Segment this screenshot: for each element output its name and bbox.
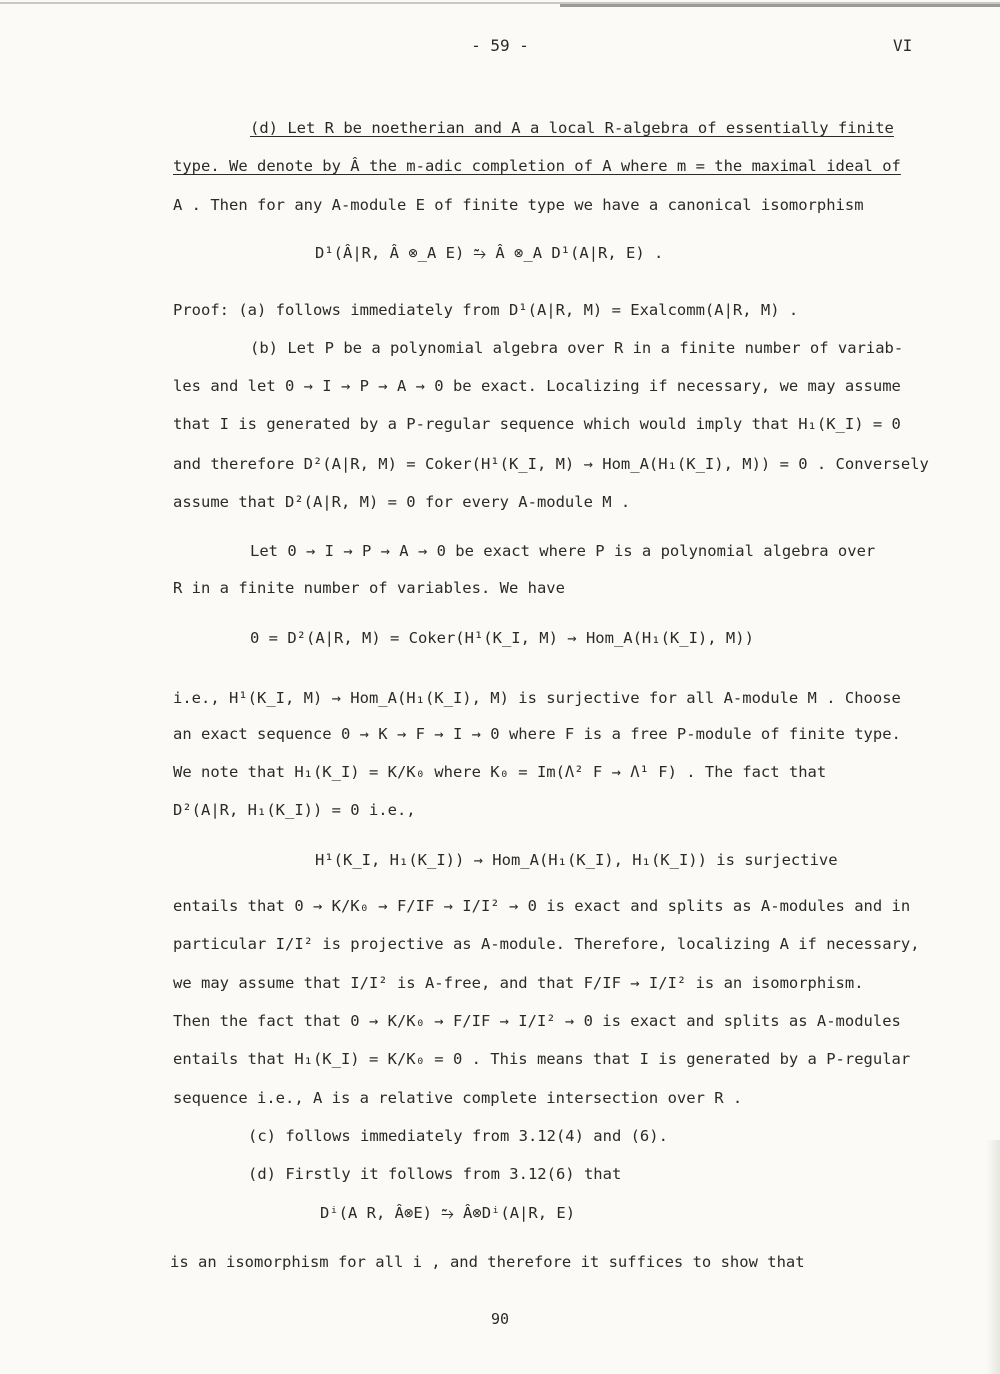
text-line: that I is generated by a P-regular sequence which would imply that H₁(K_I) = 0 xyxy=(173,415,901,433)
text-line: entails that H₁(K_I) = K/K₀ = 0 . This means that I is generated by a P-regular xyxy=(173,1050,911,1068)
scan-right-edge-shadow xyxy=(986,1140,1000,1374)
display-formula: D¹(Â|R, Â ⊗_A E) ⥲ Â ⊗_A D¹(A|R, E) . xyxy=(315,244,664,262)
chapter-label: VI xyxy=(893,36,913,55)
text-line: Proof: (a) follows immediately from D¹(A|R, M) = Exalcomm(A|R, M) . xyxy=(173,301,799,319)
text-line: and therefore D²(A|R, M) = Coker(H¹(K_I, M) → Hom_A(H₁(K_I), M)) = 0 . Conversely xyxy=(173,455,929,473)
text-line: les and let 0 → I → P → A → 0 be exact. Localizing if necessary, we may assume xyxy=(173,377,901,395)
page-number: - 59 - xyxy=(471,36,529,55)
text-line: Let 0 → I → P → A → 0 be exact where P is a polynomial algebra over xyxy=(250,542,876,560)
scan-top-edge-shadow xyxy=(560,4,1000,7)
display-formula: H¹(K_I, H₁(K_I)) → Hom_A(H₁(K_I), H₁(K_I)) is surjective xyxy=(315,851,838,869)
text-line: sequence i.e., A is a relative complete intersection over R . xyxy=(173,1089,743,1107)
text-line: D²(A|R, H₁(K_I)) = 0 i.e., xyxy=(173,801,416,819)
text-line: entails that 0 → K/K₀ → F/IF → I/I² → 0 is exact and splits as A-modules and in xyxy=(173,897,911,915)
text-line: type. We denote by Â the m-adic completion of A where m = the maximal ideal of xyxy=(173,157,901,175)
footer-page-number: 90 xyxy=(490,1310,510,1328)
text-line: (b) Let P be a polynomial algebra over R in a finite number of variab- xyxy=(250,339,904,357)
text-line: R in a finite number of variables. We have xyxy=(173,579,565,597)
text-line: Then the fact that 0 → K/K₀ → F/IF → I/I² → 0 is exact and splits as A-modules xyxy=(173,1012,901,1030)
text-line: we may assume that I/I² is A-free, and that F/IF → I/I² is an isomorphism. xyxy=(173,974,864,992)
display-formula: 0 = D²(A|R, M) = Coker(H¹(K_I, M) → Hom_A(H₁(K_I), M)) xyxy=(250,629,754,647)
text-line: (d) Let R be noetherian and A a local R-algebra of essentially finite xyxy=(250,119,894,137)
text-line: particular I/I² is projective as A-module. Therefore, localizing A if necessary, xyxy=(173,935,920,953)
text-line: A . Then for any A-module E of finite type we have a canonical isomorphism xyxy=(173,196,864,214)
display-formula: Dⁱ(A R, Â⊗E) ⥲ Â⊗Dⁱ(A|R, E) xyxy=(320,1204,576,1222)
text-line: (d) Firstly it follows from 3.12(6) that xyxy=(248,1165,622,1183)
text-line: assume that D²(A|R, M) = 0 for every A-module M . xyxy=(173,493,631,511)
text-line: is an isomorphism for all i , and therefore it suffices to show that xyxy=(170,1253,805,1271)
text-line: i.e., H¹(K_I, M) → Hom_A(H₁(K_I), M) is surjective for all A-module M . Choose xyxy=(173,689,901,707)
text-line: We note that H₁(K_I) = K/K₀ where K₀ = Im(Λ² F → Λ¹ F) . The fact that xyxy=(173,763,827,781)
text-line: (c) follows immediately from 3.12(4) and (6). xyxy=(248,1127,668,1145)
text-line: an exact sequence 0 → K → F → I → 0 where F is a free P-module of finite type. xyxy=(173,725,901,743)
